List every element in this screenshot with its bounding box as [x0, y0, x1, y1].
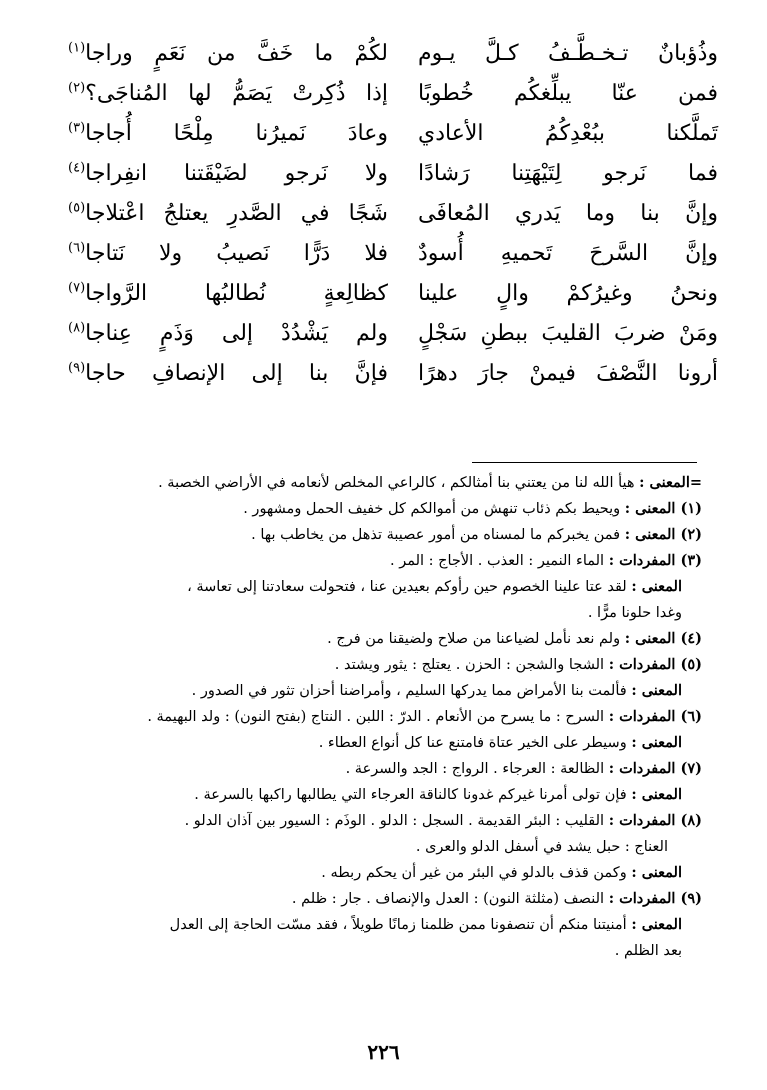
footnote-text: هيأ الله لنا من يعتني بنا أمثالكم ، كالراعي المخلص لأنعامه في الأراضي الخصبة .: [158, 475, 640, 491]
verse: [68, 114, 718, 154]
footnote-text: فإن تولى أمرنا غيركم غدونا كالناقة العرجاء التي يطالبها راكبها بالسرعة .: [194, 787, 632, 803]
verse-hemistich-right: وإنَّ بنا وما يَدري المُعافَى: [418, 201, 718, 226]
verse-hemistich-left: [68, 34, 388, 74]
poem: [68, 34, 718, 394]
footnote-marker: (٩): [68, 360, 86, 376]
verse: [68, 234, 718, 274]
footnote-line: [62, 522, 702, 548]
hemistich-text: إذا ذُكِرتْ يَصَمُّ لها المُناجَى؟: [85, 81, 388, 106]
verse-hemistich-right: وإنَّ السَّرحَ تَحميهِ أُسودٌ: [418, 241, 718, 266]
footnote-line: [62, 808, 702, 834]
footnote-label: (١) المعنى :: [624, 500, 702, 517]
verse-hemistich-left: [68, 194, 388, 234]
footnote-text: أمنيتنا منكم أن تنصفونا ممن ظلمنا زمانًا طويلاً ، فقد مسّت الحاجة إلى العدل: [169, 917, 632, 933]
verse-hemistich-left: [68, 354, 388, 394]
footnote-text: الظالعة : العرجاء . الرواج : الجد والسرعة .: [345, 761, 609, 777]
verse-hemistich-right: ومَنْ ضربَ القليبَ ببطنِ سَجْلٍ: [418, 321, 718, 346]
footnote-marker: (٤): [68, 160, 86, 176]
footnote-marker: (٣): [68, 120, 86, 136]
footnote-text: ولم نعد نأمل لضياعنا من صلاح ولضيقنا من فرج .: [327, 631, 625, 647]
footnote-line: [62, 470, 702, 496]
hemistich-text: فإنَّ بنا إلى الإنصافِ حاجا: [85, 361, 388, 386]
footnote-marker: (١): [68, 40, 86, 56]
hemistich-text: لكُمْ ما خَفَّ من نَعَمٍ وراجا: [85, 41, 388, 66]
page-number: ٢٢٦: [367, 1040, 400, 1064]
hemistich-text: كظالِعةٍ نُطالبُها الرَّواجا: [85, 281, 388, 306]
footnote-line: [62, 626, 702, 652]
footnote-separator: [472, 462, 697, 463]
hemistich-text: ولا نَرجو لضَيْقَتنا انفِراجا: [85, 161, 388, 186]
footnote-label: (٧) المفردات :: [608, 760, 702, 777]
footnote-text: بعد الظلم .: [614, 943, 682, 959]
footnote-line: [62, 600, 702, 626]
footnote-label: المعنى :: [631, 578, 682, 595]
footnote-line: [62, 860, 702, 886]
footnote-label: (٩) المفردات :: [608, 890, 702, 907]
verse-hemistich-left: [68, 154, 388, 194]
verse: [68, 194, 718, 234]
footnote-line: [62, 678, 702, 704]
footnote-label: المعنى :: [631, 864, 682, 881]
footnote-label: (٤) المعنى :: [624, 630, 702, 647]
footnote-text: القليب : البئر القديمة . السجل : الدلو . الوذَم : السيور بين آذان الدلو .: [184, 813, 609, 829]
footnote-text: فمن يخبركم ما لمسناه من أمور عصيبة تذهل من يخاطب بها .: [251, 527, 625, 543]
footnote-label: المعنى :: [631, 734, 682, 751]
footnote-marker: (٢): [68, 80, 86, 96]
verse-hemistich-right: أرونا النَّصْفَ فيمنْ جارَ دهرًا: [418, 361, 718, 386]
footnote-label: =المعنى :: [639, 474, 702, 491]
footnote-marker: (٧): [68, 280, 86, 296]
verse-hemistich-left: [68, 114, 388, 154]
footnote-text: فألمت بنا الأمراض مما يدركها السليم ، وأمراضنا أحزان تثور في الصدور .: [191, 683, 632, 699]
footnote-line: [62, 886, 702, 912]
hemistich-text: وعادَ نَميرُنا مِلْحًا أُجاجا: [85, 121, 388, 146]
footnote-line: [62, 756, 702, 782]
verse: [68, 154, 718, 194]
verse-hemistich-right: تَملَّكنا ببُعْدِكُمُ الأعادي: [418, 121, 718, 146]
footnote-marker: (٥): [68, 200, 86, 216]
verse: [68, 274, 718, 314]
footnote-text: وكمن قذف بالدلو في البئر من غير أن يحكم ربطه .: [321, 865, 632, 881]
verse-hemistich-left: [68, 314, 388, 354]
footnote-text: ويحيط بكم ذئاب تنهش من أموالكم كل خفيف الحمل ومشهور .: [243, 501, 625, 517]
verse: [68, 74, 718, 114]
verse-hemistich-left: [68, 234, 388, 274]
footnote-text: وغدا حلونا مرًّا .: [587, 605, 682, 621]
footnote-line: [62, 938, 702, 964]
verse-hemistich-right: وذُؤبانٌ تـخـطَّـفُ كـلَّ يـوم: [418, 41, 718, 66]
footnote-line: [62, 834, 702, 860]
footnote-text: الماء النمير : العذب . الأجاج : المر .: [390, 553, 609, 569]
footnote-label: (٢) المعنى :: [624, 526, 702, 543]
verse-hemistich-right: فمن عنّا يبلِّغكُم خُطوبًا: [418, 81, 718, 106]
footnote-line: [62, 704, 702, 730]
verse: [68, 354, 718, 394]
verse: [68, 34, 718, 74]
footnote-label: المعنى :: [631, 916, 682, 933]
footnote-marker: (٨): [68, 320, 86, 336]
footnote-line: [62, 574, 702, 600]
footnote-label: (٥) المفردات :: [608, 656, 702, 673]
footnote-line: [62, 652, 702, 678]
footnotes: [62, 470, 702, 964]
verse-hemistich-left: [68, 274, 388, 314]
footnote-line: [62, 912, 702, 938]
hemistich-text: شَجًا في الصَّدرِ يعتلجُ اعْتلاجا: [85, 201, 388, 226]
verse-hemistich-left: [68, 74, 388, 114]
verse-hemistich-right: ونحنُ وغيرُكمْ والٍ علينا: [418, 281, 718, 306]
footnote-text: الشجا والشجن : الحزن . يعتلج : يثور ويشتد .: [334, 657, 609, 673]
footnote-label: (٣) المفردات :: [608, 552, 702, 569]
footnote-label: (٦) المفردات :: [608, 708, 702, 725]
hemistich-text: فلا دَرًّا نَصيبُ ولا نَتاجا: [85, 241, 388, 266]
footnote-text: السرح : ما يسرح من الأنعام . الدرّ : اللبن . النتاج (بفتح النون) : ولد البهيمة .: [147, 709, 609, 725]
hemistich-text: ولم يَشْدُدْ إلى وَذَمٍ عِناجا: [85, 321, 388, 346]
footnote-label: المعنى :: [631, 682, 682, 699]
footnote-label: (٨) المفردات :: [608, 812, 702, 829]
footnote-line: [62, 782, 702, 808]
footnote-text: العناج : حبل يشد في أسفل الدلو والعرى .: [415, 839, 668, 855]
footnote-line: [62, 496, 702, 522]
footnote-label: المعنى :: [631, 786, 682, 803]
footnote-text: لقد عتا علينا الخصوم حين رأوكم بعيدين عنا ، فتحولت سعادتنا إلى تعاسة ،: [187, 579, 632, 595]
footnote-text: وسيطر على الخير عتاة فامتنع عنا كل أنواع العطاء .: [318, 735, 632, 751]
verse: [68, 314, 718, 354]
footnote-text: النصف (مثلثة النون) : العدل والإنصاف . جار : ظلم .: [291, 891, 609, 907]
footnote-line: [62, 548, 702, 574]
verse-hemistich-right: فما نَرجو لِتَيْهَتِنا رَشادًا: [418, 161, 718, 186]
footnote-line: [62, 730, 702, 756]
footnote-marker: (٦): [68, 240, 86, 256]
